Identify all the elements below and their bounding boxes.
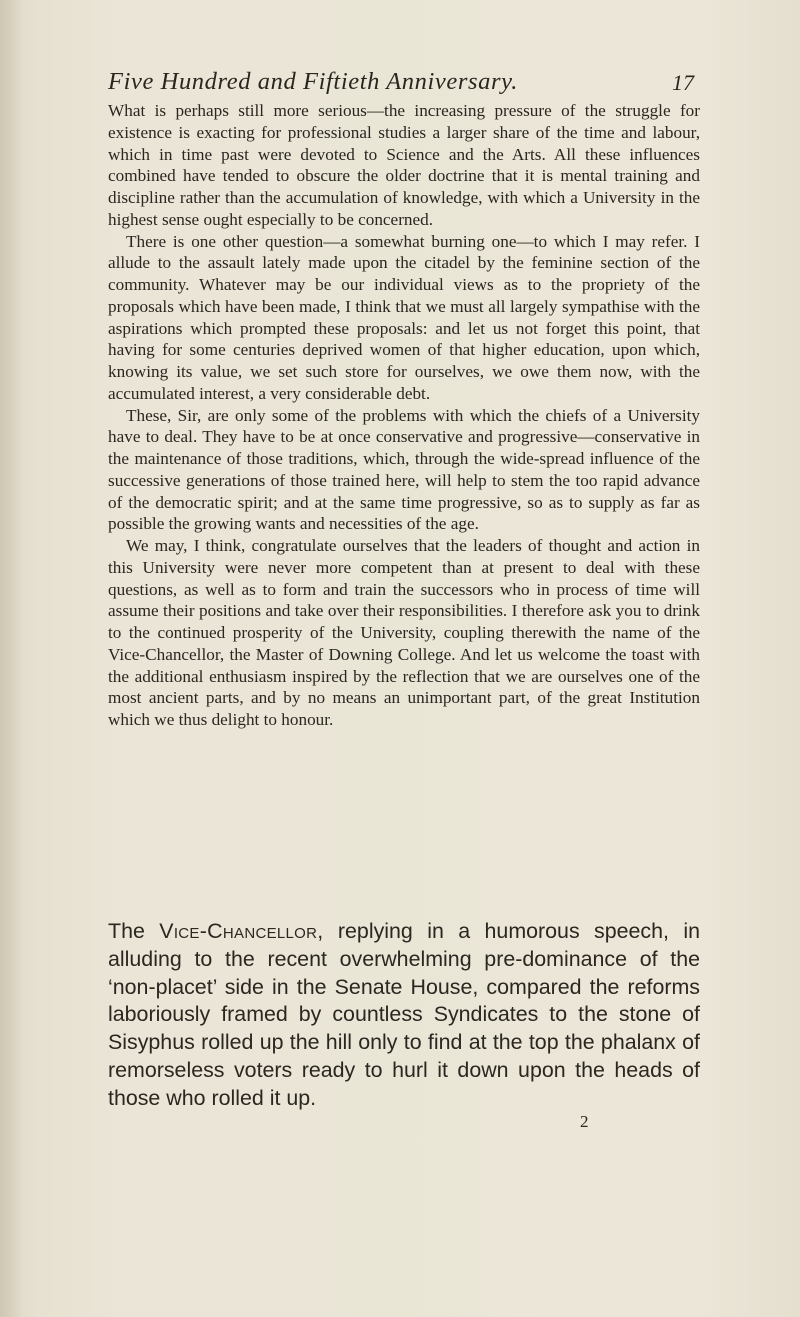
body-text	[108, 100, 700, 731]
signature-mark: 2	[580, 1112, 589, 1131]
closing-lead: The	[108, 919, 145, 943]
page-number: 17	[672, 70, 694, 95]
paragraph-2: There is one other question—a somewhat burning one—to which I may refer. I allude to the assault lately made upon the citadel by the feminine section of the community. Whatever may be our individual views as to the propriety of the proposals which have been made, I think that we must all largely sympathise with the aspirations which prompted these proposals: and let us not forget this point, that having for some centuries deprived women of that higher education, upon which, knowing its value, we set such store for ourselves, we owe them now, with the accumulated interest, a very considerable debt.	[108, 231, 700, 403]
paragraph-4: We may, I think, congratulate ourselves that the leaders of thought and action in this University were never more competent than at present to deal with these questions, as well as to form and train the successors who in process of time will assume their positions and take over their responsibilities. I therefore ask you to drink to the continued prosperity of the University, coupling therewith the name of the Vice-Chancellor, the Master of Downing College. And let us welcome the toast with the additional enthusiasm inspired by the reflection that we are ourselves one of the most ancient parts, and by no means an unimportant part, of the great Institution which we thus delight to honour.	[108, 536, 700, 729]
closing-text: replying in a humorous speech, in alluding to the recent overwhelming pre-dominance of the ‘non-placet’ side in the Senate House, compared the reforms laboriously framed by countless Syndicates to the stone of Sisyphus rolled up the hill only to find at the top the phalanx of remorseless voters ready to hurl it down upon the heads of those who rolled it up.	[108, 919, 700, 1110]
running-title: Five Hundred and Fiftieth Anniversary.	[108, 68, 518, 95]
binding-gutter-shadow	[0, 0, 22, 1317]
paragraph-1: What is perhaps still more serious—the increasing pressure of the struggle for existence is exacting for professional studies a larger share of the time and labour, which in time past were devoted to Science and the Arts. All these influences combined have tended to obscure the older doctrine that it is mental training and discipline rather than the accumulation of knowledge, with which a University in the highest sense ought especially to be concerned.	[108, 101, 700, 229]
closing-paragraph	[108, 918, 700, 1113]
vice-chancellor-name: Vice-Chancellor,	[159, 919, 324, 943]
paragraph-3: These, Sir, are only some of the problems with which the chiefs of a University have to deal. They have to be at once conservative and progressive—conservative in the maintenance of those traditions, which, through the wide-spread influence of the successive generations of those trained here, will help to stem the too rapid advance of the democratic spirit; and at the same time progressive, so as to supply as far as possible the growing wants and necessities of the age.	[108, 405, 700, 534]
running-head	[108, 68, 698, 102]
